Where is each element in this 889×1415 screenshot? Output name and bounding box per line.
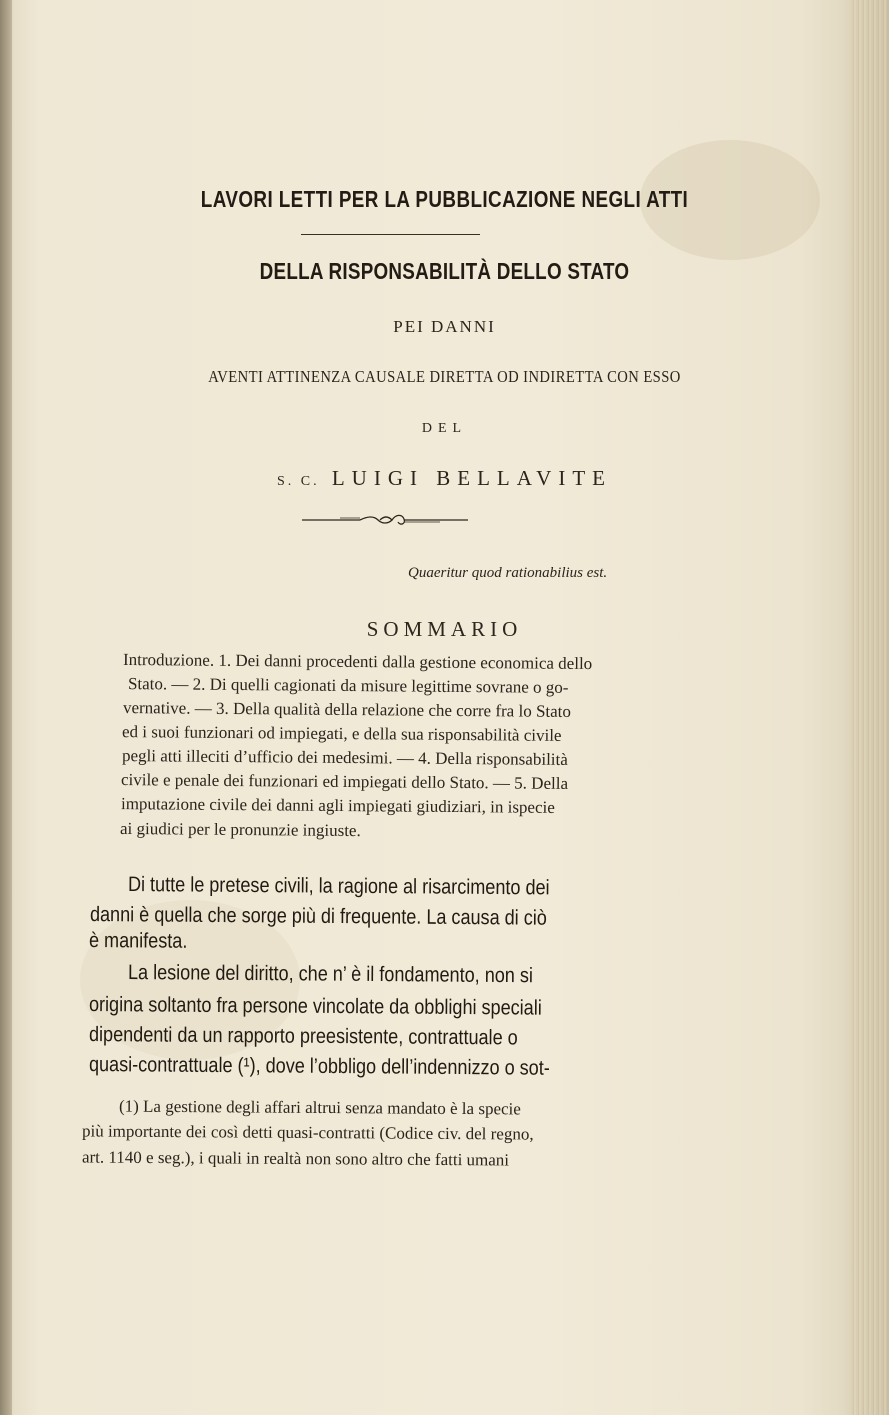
body-line: origina soltanto fra persone vincolate da obblighi speciali	[88, 993, 542, 1020]
summary-line: Introduzione. 1. Dei danni procedenti dalla gestione economica dello	[122, 649, 593, 674]
footnote-line: più importante dei così detti quasi-contratti (Codice civ. del regno,	[81, 1121, 534, 1144]
body-line: dipendenti da un rapporto preesistente, contrattuale o	[88, 1023, 518, 1050]
summary-line: ai giudici per le pronunzie ingiuste.	[119, 818, 361, 841]
heading-del: DEL	[421, 421, 468, 436]
summary-line: ed i suoi funzionari od impiegati, e della sua risponsabilità civile	[121, 722, 562, 745]
body-line: è manifesta.	[88, 929, 188, 953]
body-line: Di tutte le pretese civili, la ragione al risarcimento dei	[127, 873, 550, 900]
heading-line-1: LAVORI LETTI PER LA PUBBLICAZIONE NEGLI ATTI	[200, 186, 689, 212]
summary-line: pegli atti illeciti d’ufficio dei medesimi. — 4. Della risponsabilità	[121, 746, 568, 769]
author-name: LUIGI BELLAVITE	[331, 466, 613, 490]
author-line	[0, 466, 889, 491]
summary-line: imputazione civile dei danni agli impiegati giudiziari, in ispecie	[120, 794, 555, 817]
body-line: danni è quella che sorge più di frequente. La causa di ciò	[89, 903, 547, 930]
footnote-line: art. 1140 e seg.), i quali in realtà non sono altro che fatti umani	[81, 1147, 510, 1170]
heading-rule	[301, 234, 480, 235]
heading-line-2: DELLA RISPONSABILITÀ DELLO STATO	[259, 258, 630, 284]
summary-line: vernative. — 3. Della qualità della relazione che corre fra lo Stato	[122, 698, 572, 721]
stacked-page-edges	[851, 0, 887, 1415]
body-line: La lesione del diritto, che n’ è il fondamento, non si	[127, 961, 534, 988]
summary-title: SOMMARIO	[366, 617, 523, 641]
page-gutter-shadow	[0, 0, 12, 1415]
footnote-line: (1) La gestione degli affari altrui senza mandato è la specie	[118, 1096, 521, 1119]
summary-line: Stato. — 2. Di quelli cagionati da misure legittime sovrane o go-	[127, 674, 569, 697]
epigraph: Quaeritur quod rationabilius est.	[408, 565, 608, 581]
ornament-divider	[300, 508, 470, 532]
body-line: quasi-contrattuale (¹), dove l’obbligo dell’indennizzo o sot-	[88, 1053, 550, 1080]
summary-line: civile e penale dei funzionari ed impiegati dello Stato. — 5. Della	[120, 770, 569, 793]
heading-line-3: PEI DANNI	[393, 317, 496, 336]
author-prefix: S. C.	[276, 474, 320, 489]
heading-line-4: AVENTI ATTINENZA CAUSALE DIRETTA OD INDIRETTA CON ESSO	[208, 367, 681, 386]
